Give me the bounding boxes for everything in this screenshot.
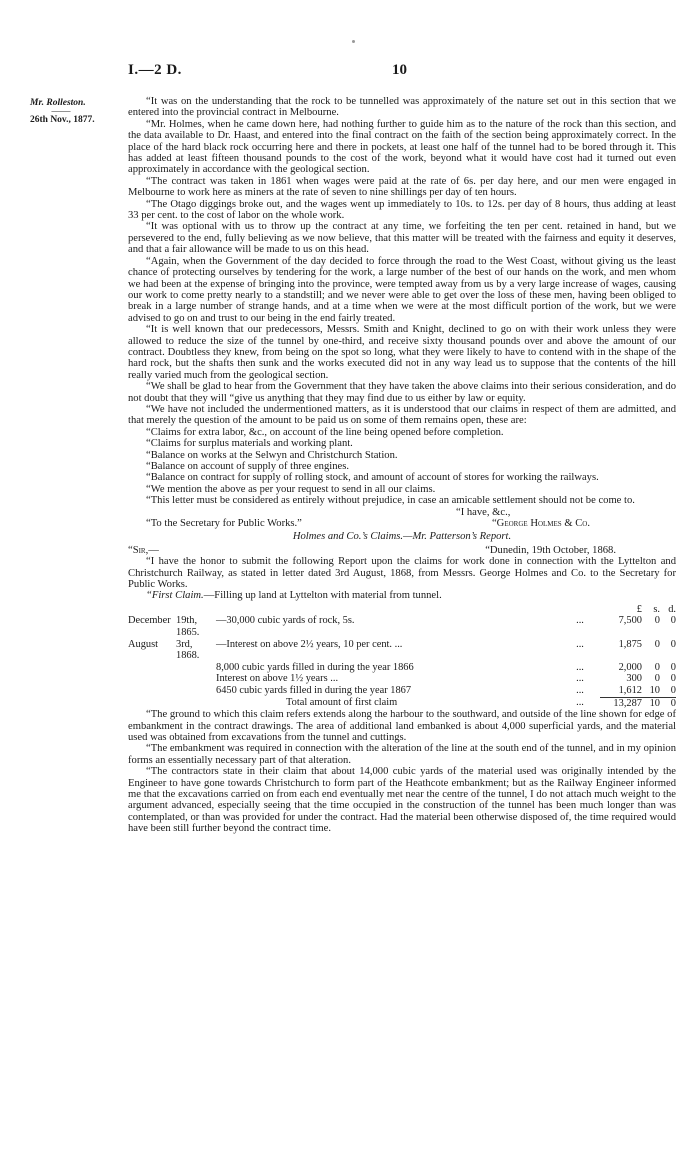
pounds-header: £ bbox=[636, 603, 642, 615]
addressee-signature-row bbox=[128, 518, 676, 529]
margin-dash: —— bbox=[51, 107, 71, 117]
account-description: 6450 cubic yards filled in during the year 1867 bbox=[216, 685, 412, 697]
account-shillings: 0 bbox=[654, 638, 660, 650]
pence-header: d. bbox=[668, 603, 676, 615]
account-row bbox=[128, 639, 676, 662]
dateline: “Dunedin, 19th October, 1868. bbox=[485, 544, 616, 556]
paragraph: “We have not included the undermentioned matters, as it is understood that our claims in respect of them are admitted, and that merely the question of the amount to be paid us on some of them remains open, these are: bbox=[128, 403, 676, 427]
account-row bbox=[128, 662, 676, 674]
paragraph: “The contract was taken in 1861 when wages were paid at the rate of 6s. per day here, and our men were engaged in Melbourne to work here as miners at the rate of seven to nine shillings per day of ten hours. bbox=[128, 175, 676, 199]
account-month: December bbox=[128, 615, 171, 627]
paragraph: “It is well known that our predecessors, Messrs. Smith and Knight, declined to go on with their work unless they were allowed to reduce the size of the tunnel by one-third, and receive sixty thousand pounds over and above the amount of our contract. Doubtless they knew, from being on the spot so long, what they were likely to have to contend with in the shape of the hard rock, but the shafts then sunk and the works executed did not in any way lead us to suppose that the contents of the hill really varied much from the geological section. bbox=[128, 324, 676, 381]
letter-signature: “George Holmes & Co. bbox=[491, 518, 590, 530]
account-dots: ... bbox=[576, 638, 584, 650]
account-pence: 0 bbox=[670, 685, 676, 697]
account-pounds: 2,000 bbox=[618, 661, 642, 673]
account-day: 19th, 1865. bbox=[176, 615, 200, 639]
account-description: Interest on above 1½ years ... bbox=[216, 673, 339, 685]
paragraph: “We shall be glad to hear from the Government that they have taken the above claims into their serious consideration, and do not doubt that they will “give us anything that they may find due to us either by law or equity. bbox=[128, 381, 676, 404]
list-item: “Claims for extra labor, &c., on account of the line being opened before completion. bbox=[146, 426, 504, 438]
margin-date: 26th Nov., 1877. bbox=[30, 115, 95, 125]
page-number: 10 bbox=[392, 62, 407, 78]
margin-note bbox=[30, 98, 122, 126]
paragraph: “This letter must be considered as entirely without prejudice, in case an amicable settlement should not be come to. bbox=[146, 495, 635, 507]
first-claim-label: “First Claim. bbox=[146, 590, 204, 602]
margin-speaker: Mr. Rolleston. bbox=[30, 98, 86, 108]
account-month: August bbox=[128, 638, 159, 650]
list-item: “Claims for surplus materials and working plant. bbox=[146, 438, 353, 450]
shillings-header: s. bbox=[653, 603, 660, 615]
paragraph: “It was on the understanding that the rock to be tunnelled was approximately of the nature set out in this section that we entered into the provincial contract in Melbourne. bbox=[128, 96, 676, 119]
account-shillings: 10 bbox=[649, 685, 660, 697]
paragraph: “It was optional with us to throw up the contract at any time, we forfeiting the ten per cent. retained in hand, but we persevered to the end, fully believing as we now believe, that this matter will be treated with the fairness and equity it deserves, and that a fair allowance will be made to us on this head. bbox=[128, 221, 676, 256]
letter-closing: “I have, &c., bbox=[456, 506, 511, 518]
account-total-label: Total amount of first claim bbox=[286, 697, 398, 709]
account-dots: ... bbox=[576, 673, 584, 685]
account-pence: 0 bbox=[670, 615, 676, 627]
paragraph: “Mr. Holmes, when he came down here, had nothing further to guide him as to the nature of the rock than this section, and the data available to Dr. Haast, and entered into the final contract on the faith of the section being approximately correct. In the place of the hard black rock occurring here and there in pockets, at least one half of the tunnel had to be bored through it. This has added at least fifteen thousand pounds to the cost of the work, beyond what it would have cost had it turned out even approximately in accordance with the geological section. bbox=[128, 118, 676, 176]
account-total-pence: 0 bbox=[660, 697, 676, 709]
paragraph: “The contractors state in their claim that about 14,000 cubic yards of the material used was originally intended by the Engineer to have gone towards Christchurch to form part of the Heathcote embankment; but as the Railway Engineer informed me that the excavations carried on from each end eventually met near the centre of the tunnel, I do not attach much weight to the argument advanced, especially seeing that the time occupied in the construction of the tunnel has been much longer than was contemplated, or than was provided for under the contract. Had the material been otherwise disposed of, the time required would have been still further beyond the contract time. bbox=[128, 766, 676, 835]
account-dots: ... bbox=[576, 697, 584, 709]
account-day: 3rd, 1868. bbox=[176, 638, 200, 662]
account-row bbox=[128, 673, 676, 685]
list-item: “Balance on works at the Selwyn and Christchurch Station. bbox=[146, 449, 398, 461]
account-description: 8,000 cubic yards filled in during the year 1866 bbox=[216, 661, 414, 673]
paragraph: “Again, when the Government of the day decided to force through the road to the West Coast, without giving us the least chance of protecting ourselves by tendering for the work, a large number of the best of our hands on the work, and men whom we had been at the expense of bringing into the province, were tempted away from us by a very large increase of wages, causing our work to come pretty nearly to a standstill; and we never were able to get over the loss of these men, having been obliged to break in a large number of strange hands, and at a time when we were at the most difficult portion of the work, but we were advised to go on and trust to our being in the end fairly treated. bbox=[128, 255, 676, 324]
first-claim-text: —Filling up land at Lyttelton with material from tunnel. bbox=[203, 590, 442, 602]
list-item: “Balance on contract for supply of rolling stock, and amount of account of stores for working the railways. bbox=[146, 472, 599, 484]
account-pounds: 300 bbox=[626, 673, 642, 685]
paragraph: “We mention the above as per your request to send in all our claims. bbox=[146, 483, 436, 495]
salutation: “Sir,— bbox=[128, 544, 159, 556]
account-row bbox=[128, 615, 676, 638]
account-dots: ... bbox=[576, 615, 584, 627]
account-pence: 0 bbox=[670, 638, 676, 650]
account-total-shillings: 10 bbox=[642, 697, 660, 709]
account-pounds: 1,612 bbox=[618, 685, 642, 697]
salutation-date-row bbox=[128, 545, 676, 556]
account-dots: ... bbox=[576, 685, 584, 697]
document-reference: I.—2 D. bbox=[128, 62, 182, 78]
account-total-pounds: 13,287 bbox=[600, 697, 642, 709]
paragraph: “I have the honor to submit the following Report upon the claims for work done in connection with the Lyttelton and Christchurch Railway, as stated in letter dated 3rd August, 1868, from Messrs. George Holmes and Co. to the Secretary for Public Works. bbox=[128, 556, 676, 591]
section-title: Holmes and Co.’s Claims.—Mr. Patterson’s Report. bbox=[292, 531, 512, 543]
account-pounds: 7,500 bbox=[618, 615, 642, 627]
account-row bbox=[128, 685, 676, 697]
account-shillings: 0 bbox=[654, 673, 660, 685]
account-shillings: 0 bbox=[654, 615, 660, 627]
account-dots: ... bbox=[576, 661, 584, 673]
account-pence: 0 bbox=[670, 673, 676, 685]
paragraph: “The Otago diggings broke out, and the wages went up immediately to 10s. to 12s. per day of 8 hours, thus adding at least 33 per cent. to the cost of labor on the whole work. bbox=[128, 198, 676, 222]
account-description: —Interest on above 2½ years, 10 per cent. ... bbox=[216, 638, 403, 650]
list-item: “Balance on account of supply of three engines. bbox=[146, 461, 349, 472]
paragraph: “The ground to which this claim refers extends along the harbour to the southward, and outside of the line shown for edge of embankment in the contract drawings. The area of additional land embanked is about 4,000 superficial yards, and the material used was obtained from excavations from the tunnel and cuttings. bbox=[128, 709, 676, 744]
first-claim-heading bbox=[128, 590, 676, 601]
account-shillings: 0 bbox=[654, 661, 660, 673]
account-pounds: 1,875 bbox=[618, 638, 642, 650]
paragraph: “The embankment was required in connection with the alteration of the line at the south end of the tunnel, and in my opinion forms an essentially necessary part of that alteration. bbox=[128, 743, 676, 766]
scan-dot bbox=[352, 40, 355, 43]
letter-addressee: “To the Secretary for Public Works.” bbox=[146, 518, 302, 530]
body-text bbox=[128, 96, 676, 835]
account-currency-header bbox=[128, 604, 676, 616]
account-total-row bbox=[128, 697, 676, 709]
account-table bbox=[128, 604, 676, 709]
account-pence: 0 bbox=[670, 661, 676, 673]
account-description: —30,000 cubic yards of rock, 5s. bbox=[216, 615, 355, 627]
